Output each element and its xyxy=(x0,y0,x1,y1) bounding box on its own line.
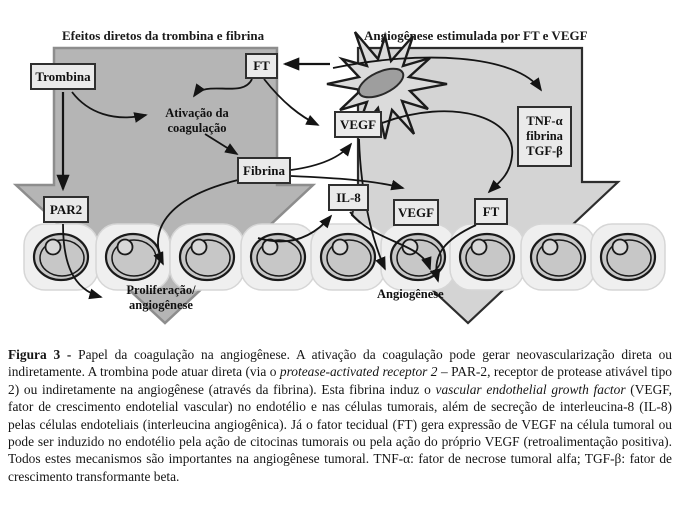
box-ft-bottom xyxy=(474,198,508,225)
endothelial-cell xyxy=(24,224,98,290)
box-fibrina xyxy=(237,157,291,184)
label-prolif-line1: Proliferação/ xyxy=(126,283,196,297)
box-tnf xyxy=(517,106,572,167)
endothelial-cells xyxy=(24,224,665,290)
right-panel-title: Angiogênese estimulada por FT e VEGF xyxy=(364,28,588,43)
caption-italic2: vascular endothelial growth factor xyxy=(435,381,626,397)
label-proliferacao-angiogenese xyxy=(114,283,208,312)
caption-seg3: (VEGF, fator de crescimento endotelial vascular) no endotélio e nas células tumorais, além de secreção de interleucina-8 (IL-8) pelas células endoteliais (interleucina angiogênica). Já o fator tecidual (FT) gera expressão de VEGF na célula tumoral ou pode ser induzido no endotélio pela ação de citocinas tumorais ou pela ação do próprio VEGF (retroalimentação positiva). Todos estes mecanismos são importantes na angiogênese tumoral. TNF-α: fator de necrose tumoral alfa; TGF-β: fator de crescimento transformante beta. xyxy=(8,381,672,484)
endothelial-cell xyxy=(241,224,315,290)
box-vegf-bottom xyxy=(393,199,439,226)
box-il8 xyxy=(328,184,369,211)
caption-seg1: Papel da coagulação na angiogênese. A ativação da coagulação pode gerar neovascularização direta ou indiretamente. A trombina pode atuar direta (via o xyxy=(8,347,672,380)
box-tnf-line2: fibrina xyxy=(526,129,563,143)
box-par2 xyxy=(43,196,89,223)
box-trombina-label: Trombina xyxy=(35,68,91,84)
caption-italic1: protease-activated receptor 2 xyxy=(279,364,438,380)
endothelial-cell xyxy=(591,224,665,290)
box-trombina xyxy=(30,63,96,90)
label-ativacao-coagulacao xyxy=(155,106,239,135)
endothelial-cell xyxy=(170,224,244,290)
box-ft-bottom-label: FT xyxy=(482,203,500,219)
caption-seg2: – PAR-2, receptor de protease ativável tipo 2) ou indiretamente na angiogênese (através da fibrina). Esta fibrina induz o xyxy=(8,364,672,397)
label-ativacao-line2: coagulação xyxy=(167,120,227,135)
endothelial-cell xyxy=(311,224,385,290)
figure-caption xyxy=(8,346,672,485)
endothelial-cell xyxy=(381,224,455,290)
box-tnf-line3: TGF-β xyxy=(526,144,563,158)
box-vegf-bottom-label: VEGF xyxy=(397,204,435,220)
label-ativacao-line1: Ativação da xyxy=(165,106,229,120)
box-ft-top xyxy=(245,53,278,79)
box-fibrina-label: Fibrina xyxy=(243,162,285,178)
figure-label: Figura 3 - xyxy=(8,347,72,362)
box-vegf-top-label: VEGF xyxy=(339,116,377,132)
box-il8-label: IL-8 xyxy=(336,189,361,205)
endothelial-cell xyxy=(521,224,595,290)
left-panel-title: Efeitos diretos da trombina e fibrina xyxy=(62,28,265,43)
label-angiogenese: Angiogênese xyxy=(377,287,444,301)
label-prolif-line2: angiogênese xyxy=(129,297,193,312)
box-ft-top-label: FT xyxy=(253,58,270,73)
box-tnf-line1: TNF-α xyxy=(526,114,563,128)
box-par2-label: PAR2 xyxy=(49,201,83,217)
box-vegf-top xyxy=(334,111,382,138)
conn-fibrina-vegftop-arrow xyxy=(291,144,351,170)
